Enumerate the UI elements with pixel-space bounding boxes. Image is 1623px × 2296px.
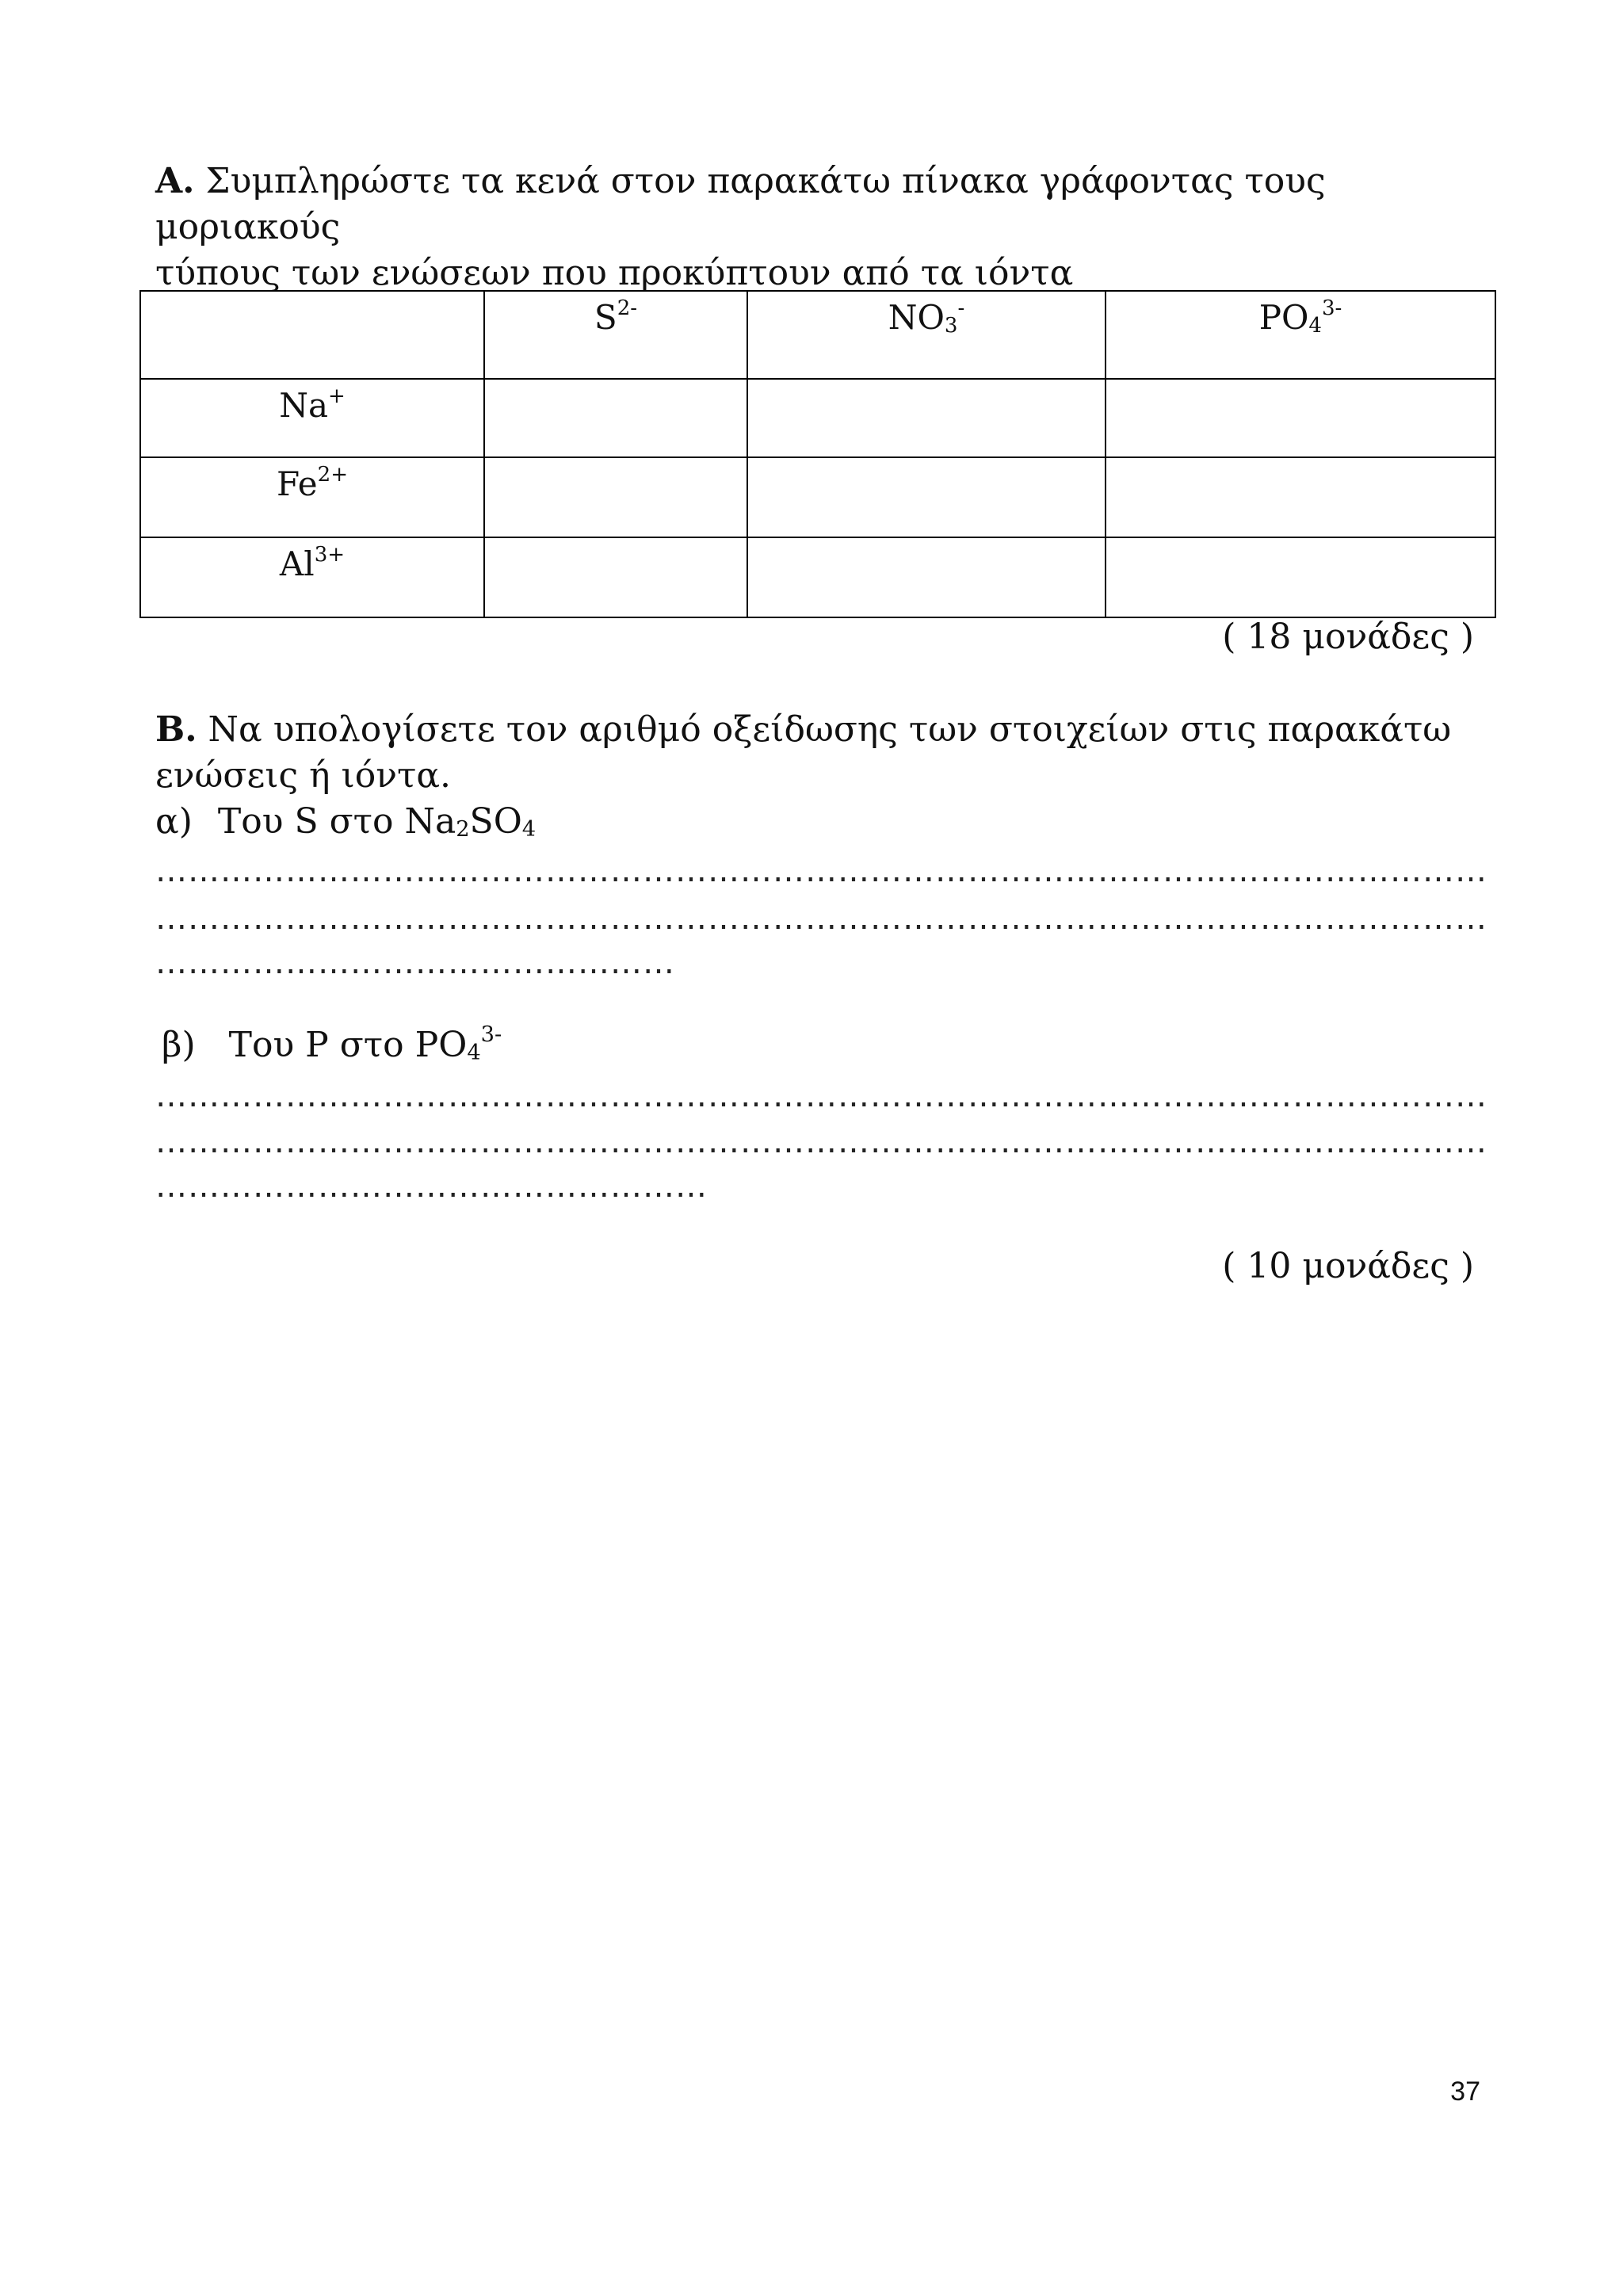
cation-label-aluminium: $Al^{3+}$ (140, 537, 484, 617)
part-b-line1: Να υπολογίσετε τον αριθμό οξείδωσης των στοιχείων στις παρακάτω (208, 709, 1452, 750)
answer-cell[interactable] (747, 379, 1106, 457)
item-b-marker: β) (162, 1025, 196, 1065)
table-row (140, 379, 1495, 457)
answer-cell[interactable] (1106, 457, 1495, 537)
anion-header-sulfide: $S^{2-}$ (484, 291, 747, 379)
answer-cell[interactable] (747, 537, 1106, 617)
item-b (162, 1022, 502, 1068)
part-a-line1: Συμπληρώστε τα κενά στον παρακάτω πίνακα γράφοντας τους μοριακούς (155, 161, 1326, 247)
item-b-text: Του P στο $PO_4^{3-}$ (228, 1022, 502, 1066)
item-a-text: Του S στο $Na_2SO_4$ (217, 801, 537, 842)
part-b-label: Β. (155, 709, 197, 750)
answer-cell[interactable] (1106, 537, 1495, 617)
answer-cell[interactable] (484, 379, 747, 457)
part-b-line2: ενώσεις ή ιόντα. (155, 755, 452, 796)
answer-cell[interactable] (484, 457, 747, 537)
answer-line[interactable]: …………………………………………………………………………………………………………… (155, 900, 1487, 937)
cation-label-sodium: Na+ (140, 379, 484, 457)
answer-cell[interactable] (484, 537, 747, 617)
table-row (140, 457, 1495, 537)
answer-line[interactable]: …………………………………………………………………………………………………………… (155, 1078, 1487, 1114)
answer-line[interactable]: …………………………………………………………………………………………………………… (155, 1124, 1487, 1160)
part-b-points: ( 10 μονάδες ) (1222, 1246, 1474, 1286)
table-corner-cell (140, 291, 484, 379)
answer-cell[interactable] (747, 457, 1106, 537)
table-header-row (140, 291, 1495, 379)
item-a (155, 799, 536, 845)
table-row (140, 537, 1495, 617)
page-number: 37 (1450, 2076, 1480, 2107)
part-a-instructions (155, 159, 1503, 296)
cation-label-iron: $Fe^{2+}$ (140, 457, 484, 537)
ions-table (139, 290, 1496, 618)
answer-line[interactable]: ………………………………………… (155, 945, 675, 981)
part-b-instructions (155, 707, 1503, 799)
anion-header-phosphate: $PO_4^{3-}$ (1106, 291, 1495, 379)
answer-line[interactable]: …………………………………………… (155, 1168, 708, 1205)
part-a-line2: τύπους των ενώσεων που προκύπτουν από τα ιόντα (155, 253, 1074, 293)
anion-header-nitrate: $NO_3^-$ (747, 291, 1106, 379)
answer-line[interactable]: …………………………………………………………………………………………………………… (155, 853, 1487, 889)
item-a-marker: α) (155, 801, 193, 842)
answer-cell[interactable] (1106, 379, 1495, 457)
part-a-label: Α. (155, 161, 195, 201)
part-a-points: ( 18 μονάδες ) (1222, 617, 1474, 657)
